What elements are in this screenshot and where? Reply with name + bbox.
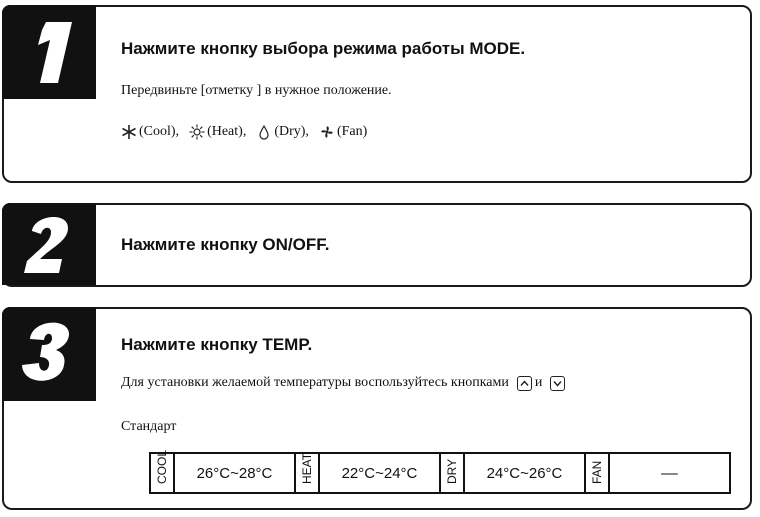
mode-heat (189, 124, 246, 140)
step-number-3 (2, 307, 96, 401)
mode-cool (121, 124, 179, 140)
sun-icon (189, 124, 205, 140)
temp-down-button (550, 376, 565, 391)
range-cell-cool: 26°C~28°C (174, 453, 295, 493)
mode-cell-dry: DRY (440, 453, 464, 493)
mode-dry-label: (Dry), (274, 124, 309, 139)
mode-cell-heat: HEAT (295, 453, 319, 493)
temperature-table (149, 449, 731, 494)
chevron-up-icon (519, 378, 530, 389)
range-cell-fan: –– (609, 453, 730, 493)
step-1-instruction: Передвиньте [отметку ] в нужное положение. (121, 83, 392, 98)
table-row (150, 453, 730, 493)
chevron-down-icon (552, 378, 563, 389)
range-cell-heat: 22°C~24°C (319, 453, 440, 493)
step-number-1 (2, 5, 96, 99)
standard-label: Стандарт (121, 419, 177, 434)
mode-dry (256, 124, 309, 140)
mode-cell-fan: FAN (585, 453, 609, 493)
snowflake-icon (121, 124, 137, 140)
step-3-instruction-text: Для установки желаемой температуры воспользуйтесь кнопками (121, 375, 509, 390)
step-number-2 (2, 203, 96, 285)
temp-up-button (517, 376, 532, 391)
step-number-1-graphic (2, 5, 96, 99)
step-1-title: Нажмите кнопку выбора режима работы MODE. (121, 39, 526, 58)
mode-cell-cool: COOL (150, 453, 174, 493)
step-3-instruction-and: и (534, 375, 543, 390)
range-cell-dry: 24°C~26°C (464, 453, 585, 493)
droplet-icon (256, 124, 272, 140)
step-1-card (2, 5, 752, 183)
mode-cool-label: (Cool), (139, 124, 180, 139)
step-2-title: Нажмите кнопку ON/OFF. (121, 235, 330, 254)
mode-list (121, 124, 377, 140)
step-number-2-graphic (2, 203, 96, 285)
step-3-title: Нажмите кнопку TEMP. (121, 335, 313, 354)
fan-icon (319, 124, 335, 140)
step-2-card (2, 203, 752, 287)
step-3-card (2, 307, 752, 510)
mode-heat-label: (Heat), (207, 124, 247, 139)
step-number-3-graphic (2, 307, 96, 401)
step-3-instruction (121, 375, 568, 391)
mode-fan (319, 124, 367, 140)
mode-fan-label: (Fan) (336, 124, 368, 139)
